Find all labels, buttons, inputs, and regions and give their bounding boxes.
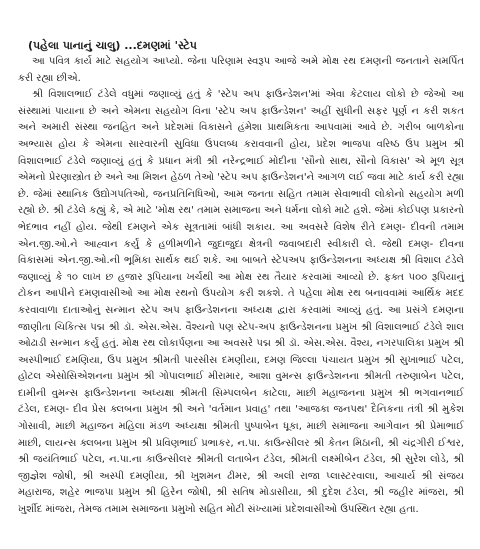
continuation-heading: (પહેલા પાનાનું ચાલુ) ...દમણમાં 'સ્ટેપ bbox=[28, 39, 197, 52]
article-column bbox=[18, 38, 464, 519]
paragraph-1: આ પવિત્ર કાર્ય માટે સહયોગ આપ્યો. જેના પરિણામ સ્વરૂપ આજે અમે મોક્ષ રથ દમણની જનતાને સમર્પિત કરી રહ્યા છીએ. bbox=[18, 56, 464, 84]
paragraph-2: શ્રી વિશાલભાઈ ટંડેલે વધુમાં જણાવ્યું હતું કે 'સ્ટેપ અપ ફાઉન્ડેશન'માં એવા કેટલાય લોકો છે જેઓ આ સંસ્થામાં પાયાના છે અને એમના સહયોગ વિના 'સ્ટેપ અપ ફાઉન્ડેશન' અહીં સુધીની સફર પૂર્ણ ન કરી શકત અને અમારી સંસ્થા જનહિત અને પ્રદેશમાં વિકાસને હંમેશા પ્રાથમિકતા આપવામાં આવે છે. ગરીબ બાળકોના અભ્યાસ હોય કે એમના સારવારની સુવિધા ઉપલબ્ધ કરાવવાની હોય, પ્રદેશ ભાજપા વરિષ્ઠ ઉપ પ્રમુખ શ્રી વિશાલભાઈ ટંડેલે જણાવ્યું હતું કે પ્રધાન મંત્રી શ્રી નરેન્દ્રભાઈ મોદીના 'સૌનો સાથ, સૌનો વિકાસ' એ મૂળ સૂત્ર એમનો પ્રેરણાસ્ત્રોત છે અને આ મિશન હેઠળ તેઓ 'સ્ટેપ અપ ફાઉન્ડેશન'ને આગળ લઈ જવા માટે કાર્ય કરી રહ્યા છે. જેમાં સ્થાનિક ઉદ્યોગપતિઓ, જનપ્રતિનિધિઓ, આમ જનતા સહિત તમામ સેવાભાવી લોકોનો સહયોગ મળી રહ્યો છે. શ્રી ટંડેલે કહ્યું કે, એ માટે 'મોક્ષ રથ' તમામ સમાજના અને ધર્મના લોકો માટે હશે. જેમાં કોઈપણ પ્રકારનો ભેદભાવ નહીં હોય. જેથી દમણને એક સૂત્રતામાં બાંધી શકાય. આ અવસરે વિશેષ રીતે દમણ- દીવની તમામ એન.જી.ઓ.ને આહ્વાન કર્યું કે હળીમળીને જુદાજુદા ક્ષેત્રની જવાબદારી સ્વીકારી લે. જેથી દમણ- દીવના વિકાસમાં એન.જી.ઓ.ની ભૂમિકા સાર્થક થઈ શકે. આ બાબતે સ્ટેપઅપ ફાઉન્ડેશનના અધ્યક્ષ શ્રી વિશાલ ટંડેલે જણાવ્યું કે ૧૦ લાખ છ હજાર રૂપિયાના ખર્ચથી આ મોક્ષ રથ તૈયાર કરવામાં આવ્યો છે. ફક્ત ૫૦૦ રૂપિયાનું ટોકન આપીને દમણવાસીઓ આ મોક્ષ રથનો ઉપયોગ કરી શકશે. તે પહેલા મોક્ષ રથ બનાવવામાં આર્થિક મદદ કરવાવાળા દાતાઓનું સન્માન સ્ટેપ અપ ફાઉન્ડેશનના અધ્યક્ષ દ્વારા કરવામાં આવ્યું હતું. આ પ્રસંગે દમણના જાણીતા ચિકિત્સ પદ્મ શ્રી ડૉ. એસ.એસ. વૈશ્યનો પણ સ્ટેપ-અપ ફાઉન્ડેશનના પ્રમુખ શ્રી વિશાલભાઈ ટંડેલે શાલ ઓઢાડી સન્માન કર્યું હતું. મોક્ષ રથ લોકાર્પણના આ અવસરે પદ્મ શ્રી ડૉ. એસ.એસ. વૈશ્ય, નગરપાલિકા પ્રમુખ શ્રી અસ્પીભાઈ દમણિયા, ઉપ પ્રમુખ શ્રીમતી પારસીસ દમણીયા, દમણ જિલ્લા પંચાયત પ્રમુખ શ્રી સુખાભાઈ પટેલ, હોટલ એસોસિએશનના પ્રમુખ શ્રી ગોપાલભાઈ મીરામાર, આશા વુમન્સ ફાઉન્ડેશનના શ્રીમતી તરુણાબેન પટેલ, દામીની વુમન્સ ફાઉન્ડેશનના અધ્યક્ષા શ્રીમતી સિમ્પલબેન કાટેલા, માછી મહાજનના પ્રમુખ શ્રી ભગવાનભાઈ ટંડેલ, દમણ- દીવ પ્રેસ ક્લબના પ્રમુખ શ્રી અને 'વર્તમાન પ્રવાહ' તથા 'આજકા જનપથ' દૈનિકના તંત્રી શ્રી મુકેશ ગોસાવી, માછી મહાજન મહિલા મંડળ અધ્યક્ષા શ્રીમતી પુષ્પાબેન ધૂકા, માછી સમાજના આગેવાન શ્રી પ્રેમાભાઈ માછી, લાયન્સ ક્લબના પ્રમુખ શ્રી પ્રવિણભાઈ પ્રભાકર, ન.પા. કાઉન્સીલર શ્રી કેતન મિઠાની, શ્રી ચંદ્રગીરી ઈશ્વર, શ્રી જયંતિભાઈ પટેલ, ન.પા.ના કાઉન્સીલર શ્રીમતી લતાબેન ટંડેલ, શ્રીમતી લક્ષ્મીબેન ટંડેલ, શ્રી સુરેશ લોડે, શ્રી જીજ્ઞેશ જોષી, શ્રી અસ્પી દમણીયા, શ્રી ખુશમન ઢીમર, શ્રી અલી રાજા પ્લાસ્ટરવાલા, આચાર્ય શ્રી સંજય મહારાજ, શહેર ભાજપા પ્રમુખ શ્રી હિરેન જોષી, શ્રી સતિષ મોડાસીયા, શ્રી દુદેશ ટંડેલ, શ્રી જહીર માંજરા, શ્રી ખુર્શીદ માંજરા, તેમજ તમામ સમાજના પ્રમુખો સહિત મોટી સંખ્યામાં પ્રદેશવાસીઓ ઉપસ્થિત રહ્યા હતા. bbox=[18, 89, 464, 516]
